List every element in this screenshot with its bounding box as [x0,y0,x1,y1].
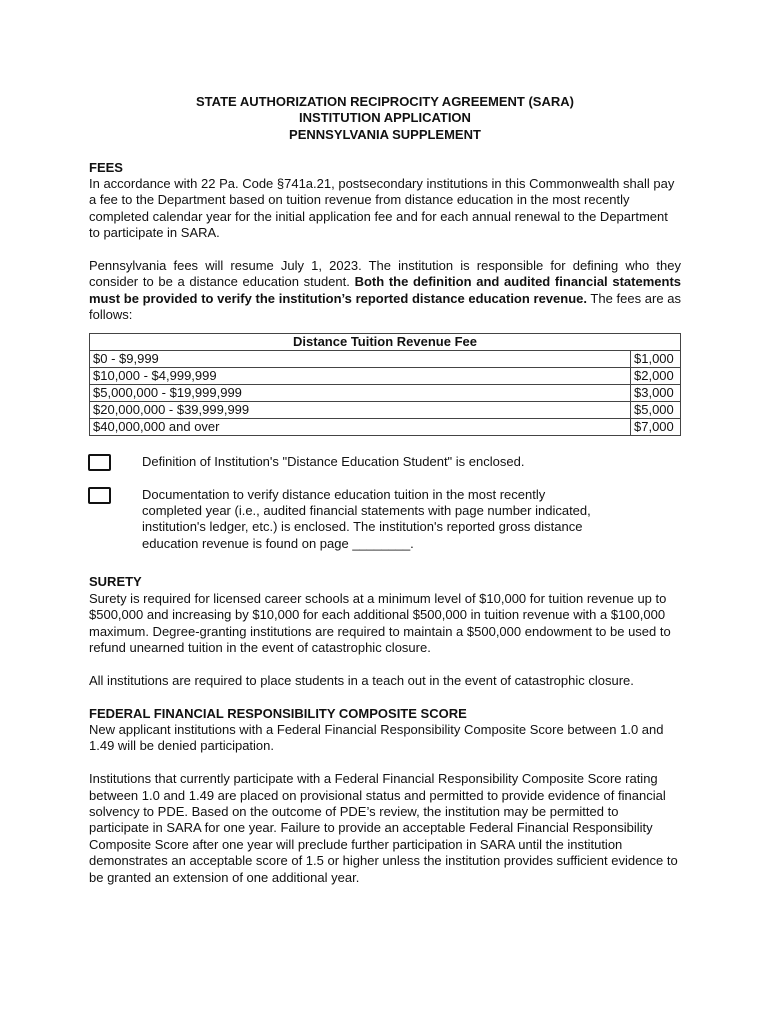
fees-p2-text: Pennsylvania fees will resume July 1, 2023. The institution is responsible for defining who they consider to be a distance education student. [89,258,681,290]
fees-p2-end: The fees are as follows: [89,290,681,323]
surety-paragraph-1: Surety is required for licensed career schools at a minimum level of $10,000 for tuition revenue up to $500,000 and increasing by $10,000 for each additional $500,000 in tuition revenue with a $100,000 maximum. Degree-granting institutions are required to maintain a $500,000 endowment to be used to refund unearned tuition in the event of catastrophic closure. [89,590,671,655]
federal-paragraph-1: New applicant institutions with a Federal Financial Responsibility Composite Score between 1.0 and 1.49 will be denied participation. [89,721,664,754]
checkbox-item-documentation [89,487,681,553]
checkbox-item-definition [89,454,681,471]
fees-heading: FEES [89,159,123,175]
checkbox-label: Definition of Institution's "Distance Education Student" is enclosed. [142,453,525,469]
revenue-range: $5,000,000 - $19,999,999 [90,384,631,401]
fee-amount: $2,000 [631,367,681,384]
table-row [90,367,681,384]
definition-checkbox[interactable] [88,454,111,471]
fee-amount: $3,000 [631,384,681,401]
revenue-range: $10,000 - $4,999,999 [90,367,631,384]
title-line-2: INSTITUTION APPLICATION [299,110,471,126]
fee-amount: $1,000 [631,350,681,367]
revenue-range: $20,000,000 - $39,999,999 [90,401,631,418]
fee-amount: $5,000 [631,401,681,418]
fees-p2-bold: Both the definition and audited financial statements must be provided to verify the institution’s reported distance education revenue. [89,274,681,306]
fee-table [89,333,681,436]
title-line-3: PENNSYLVANIA SUPPLEMENT [289,126,481,142]
checkbox-label: Documentation to verify distance education tuition in the most recently completed year (i.e., audited financial statements with page number indicated, institution's ledger, etc.) is enclosed. The institution's reported gross distance education revenue is found on page ________. [142,486,591,551]
surety-heading: SURETY [89,574,142,590]
table-row [90,384,681,401]
federal-heading: FEDERAL FINANCIAL RESPONSIBILITY COMPOSITE SCORE [89,705,467,721]
title-line-1: STATE AUTHORIZATION RECIPROCITY AGREEMENT (SARA) [196,94,574,109]
table-row [90,418,681,435]
document-page [89,94,681,886]
table-row [90,401,681,418]
documentation-checkbox[interactable] [88,487,111,504]
fees-paragraph-2 [89,258,681,324]
federal-paragraph-2: Institutions that currently participate with a Federal Financial Responsibility Composite Score rating between 1.0 and 1.49 are placed on provisional status and permitted to provide evidence of financial solvency to PDE. Based on the outcome of PDE’s review, the institution may be permitted to participate in SARA for one year. Failure to provide an acceptable Federal Financial Responsibility Composite Score after one year will preclude further participation in SARA until the institution demonstrates an acceptable score of 1.5 or higher unless the institution provides sufficient evidence to be granted an extension of one additional year. [89,771,678,885]
revenue-range: $0 - $9,999 [90,350,631,367]
table-row [90,350,681,367]
fee-amount: $7,000 [631,418,681,435]
fees-paragraph-1: In accordance with 22 Pa. Code §741a.21, postsecondary institutions in this Commonwealth shall pay a fee to the Department based on tuition revenue from distance education in the most recently completed calendar year for the initial application fee and for each annual renewal to the Department to participate in SARA. [89,176,675,241]
revenue-range: $40,000,000 and over [90,418,631,435]
fee-table-header: Distance Tuition Revenue Fee [90,333,681,350]
surety-paragraph-2: All institutions are required to place students in a teach out in the event of catastrophic closure. [89,672,634,688]
